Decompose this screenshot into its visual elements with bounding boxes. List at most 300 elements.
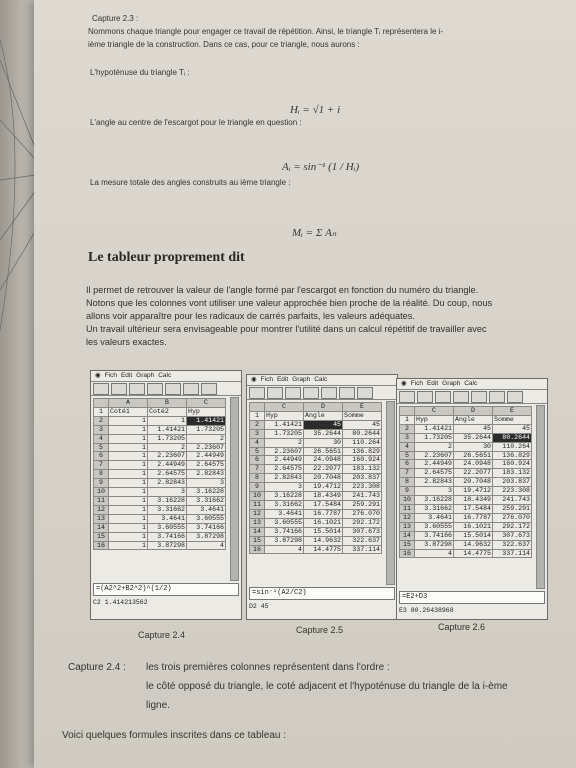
data-cell[interactable]: 1.73205: [187, 425, 226, 434]
table-row: [94, 505, 226, 514]
fill-icon[interactable]: [147, 383, 163, 395]
calc-menu-item[interactable]: Graph: [136, 372, 155, 379]
table-row: [94, 434, 226, 443]
column-header[interactable]: E: [493, 407, 532, 416]
data-cell[interactable]: 26.5651: [304, 447, 343, 456]
header-cell[interactable]: Hyp: [187, 407, 226, 416]
row-number[interactable]: 9: [250, 483, 265, 492]
data-cell[interactable]: 1: [109, 461, 148, 470]
row-number[interactable]: 16: [250, 545, 265, 554]
calc-menu-item[interactable]: Graph: [442, 380, 461, 387]
data-cell[interactable]: 3.74166: [415, 531, 454, 540]
row-number[interactable]: 1: [400, 415, 415, 424]
data-cell[interactable]: 241.743: [343, 492, 382, 501]
data-cell[interactable]: 22.2077: [304, 465, 343, 474]
data-cell[interactable]: 20.7048: [304, 474, 343, 483]
data-cell[interactable]: 24.0948: [304, 456, 343, 465]
row-number[interactable]: 2: [250, 420, 265, 429]
calc-menu-item[interactable]: Calc: [464, 380, 478, 387]
row-number[interactable]: 16: [94, 541, 109, 550]
row-number[interactable]: 4: [250, 438, 265, 447]
curve-icon[interactable]: [129, 383, 145, 395]
data-cell[interactable]: 1: [109, 514, 148, 523]
data-cell[interactable]: 3: [265, 483, 304, 492]
calc-menu-item[interactable]: Edit: [426, 380, 439, 387]
row-number[interactable]: 3: [94, 425, 109, 434]
data-cell[interactable]: 2.23607: [187, 443, 226, 452]
calc-menu-item[interactable]: Edit: [276, 376, 289, 383]
data-cell[interactable]: 45: [493, 424, 532, 433]
grid-icon[interactable]: [165, 383, 181, 395]
formula-total: Mᵢ = Σ Aₙ: [292, 227, 337, 239]
data-cell[interactable]: 2: [187, 434, 226, 443]
data-cell[interactable]: 3.87298: [265, 536, 304, 545]
row-number[interactable]: 12: [94, 505, 109, 514]
row-number[interactable]: 16: [400, 549, 415, 558]
data-cell[interactable]: 3.60555: [187, 514, 226, 523]
table-row: [400, 487, 532, 496]
data-cell[interactable]: 35.2644: [304, 429, 343, 438]
data-cell[interactable]: 1: [148, 416, 187, 425]
data-cell[interactable]: 14.4775: [454, 549, 493, 558]
data-cell[interactable]: 1.41421: [265, 420, 304, 429]
header-cell[interactable]: Hyp: [415, 415, 454, 424]
description-line-2: le côté opposé du triangle, le coté adjacent et l'hypoténuse du triangle de la i-ème: [146, 681, 508, 692]
row-number[interactable]: 5: [400, 451, 415, 460]
vertical-scrollbar[interactable]: [386, 401, 395, 585]
bold-icon[interactable]: [111, 383, 127, 395]
data-cell[interactable]: 3.4641: [265, 509, 304, 518]
sort-icon[interactable]: [183, 383, 199, 395]
row-number[interactable]: 10: [94, 488, 109, 497]
description-line-3: ligne.: [146, 700, 170, 711]
row-number[interactable]: 14: [400, 531, 415, 540]
data-cell[interactable]: 4: [265, 545, 304, 554]
data-cell[interactable]: 2.64575: [415, 469, 454, 478]
column-header[interactable]: C: [415, 407, 454, 416]
row-number[interactable]: 1: [94, 407, 109, 416]
data-cell[interactable]: 3.16228: [187, 488, 226, 497]
row-number[interactable]: 13: [94, 514, 109, 523]
calc-menu-item[interactable]: Calc: [158, 372, 172, 379]
data-cell[interactable]: 223.308: [343, 483, 382, 492]
spiral-figure-fragment: [0, 0, 38, 400]
data-cell[interactable]: 337.114: [493, 549, 532, 558]
row-number[interactable]: 14: [250, 527, 265, 536]
header-cell[interactable]: Coté2: [148, 407, 187, 416]
intro-line-2: ième triangle de la construction. Dans ce cas, pour ce triangle, nous aurons :: [88, 40, 360, 49]
table-row: [400, 540, 532, 549]
data-cell[interactable]: 14.9632: [454, 540, 493, 549]
table-row: [400, 513, 532, 522]
data-cell[interactable]: 3.74166: [148, 532, 187, 541]
data-cell[interactable]: 14.4775: [304, 545, 343, 554]
data-cell[interactable]: 20.7048: [454, 478, 493, 487]
data-cell[interactable]: 2.23607: [148, 452, 187, 461]
curve-icon[interactable]: [435, 391, 451, 403]
row-number[interactable]: 6: [400, 460, 415, 469]
row-number[interactable]: 10: [400, 496, 415, 505]
data-cell[interactable]: 45: [343, 420, 382, 429]
table-row: [400, 504, 532, 513]
header-cell[interactable]: Coté1: [109, 407, 148, 416]
table-row: [400, 442, 532, 451]
table-row: [94, 416, 226, 425]
row-number[interactable]: 2: [94, 416, 109, 425]
table-row: [250, 420, 382, 429]
sort-icon[interactable]: [489, 391, 505, 403]
data-cell[interactable]: 3: [187, 479, 226, 488]
data-cell[interactable]: 3.60555: [415, 522, 454, 531]
column-header[interactable]: D: [454, 407, 493, 416]
arrow-right-icon[interactable]: [357, 387, 373, 399]
data-cell[interactable]: 1.41421: [187, 416, 226, 425]
table-row: [250, 438, 382, 447]
data-cell[interactable]: 16.1021: [454, 522, 493, 531]
table-row: [400, 460, 532, 469]
row-number[interactable]: 3: [250, 429, 265, 438]
data-cell[interactable]: 160.924: [343, 456, 382, 465]
data-cell[interactable]: 307.673: [343, 527, 382, 536]
arrow-right-icon[interactable]: [201, 383, 217, 395]
data-cell[interactable]: 136.829: [493, 451, 532, 460]
row-number[interactable]: 8: [400, 478, 415, 487]
data-cell[interactable]: 259.291: [493, 504, 532, 513]
formula-entry-line[interactable]: =sin⁻¹(A2/C2): [249, 587, 395, 600]
calc-menu-item[interactable]: Fich: [104, 372, 117, 379]
corner-cell: [250, 403, 265, 412]
calc-close-icon[interactable]: ◉: [95, 372, 101, 379]
table-row: [250, 509, 382, 518]
data-cell[interactable]: 3.87298: [187, 532, 226, 541]
table-row: [400, 549, 532, 558]
table-row: [400, 424, 532, 433]
arrow-right-icon[interactable]: [507, 391, 523, 403]
data-cell[interactable]: 80.2644: [493, 433, 532, 442]
calculator-window-3: [396, 378, 548, 620]
data-cell[interactable]: 241.743: [493, 496, 532, 505]
data-cell[interactable]: 1.41421: [415, 424, 454, 433]
caption-2-5: Capture 2.5: [296, 625, 344, 635]
calc-menu-item[interactable]: Edit: [120, 372, 133, 379]
table-row: [400, 478, 532, 487]
data-cell[interactable]: 4: [415, 549, 454, 558]
para-line-2: Notons que les colonnes vont utiliser une valeur approchée bien proche de la réalité. Du coup, nous: [86, 298, 493, 308]
data-cell[interactable]: 2.44949: [148, 461, 187, 470]
data-cell[interactable]: 3.31662: [265, 500, 304, 509]
column-header[interactable]: B: [148, 399, 187, 408]
data-cell[interactable]: 19.4712: [304, 483, 343, 492]
data-cell[interactable]: 3.4641: [187, 505, 226, 514]
data-cell[interactable]: 1.73205: [148, 434, 187, 443]
data-cell[interactable]: 16.7787: [454, 513, 493, 522]
calc-menu-item[interactable]: Fich: [260, 376, 273, 383]
table-row: [400, 496, 532, 505]
data-cell[interactable]: 80.2644: [343, 429, 382, 438]
table-row: [94, 479, 226, 488]
data-cell[interactable]: 3.60555: [265, 518, 304, 527]
table-row: [94, 496, 226, 505]
formula-angle: Aᵢ = sin⁻¹ (1 / Hᵢ): [282, 161, 360, 173]
data-cell[interactable]: 2: [415, 442, 454, 451]
data-cell[interactable]: 3: [148, 488, 187, 497]
row-number[interactable]: 10: [250, 492, 265, 501]
table-row: [94, 514, 226, 523]
data-cell[interactable]: 19.4712: [454, 487, 493, 496]
cell-status: D2 45: [249, 603, 269, 610]
data-cell[interactable]: 1: [109, 505, 148, 514]
data-cell[interactable]: 136.829: [343, 447, 382, 456]
data-cell[interactable]: 18.4349: [304, 492, 343, 501]
row-number[interactable]: 13: [250, 518, 265, 527]
data-cell[interactable]: 16.1021: [304, 518, 343, 527]
calc-menu-bar: [397, 379, 547, 390]
data-cell[interactable]: 3.16228: [148, 496, 187, 505]
data-cell[interactable]: 203.837: [343, 474, 382, 483]
data-cell[interactable]: 3.16228: [415, 496, 454, 505]
data-cell[interactable]: 45: [304, 420, 343, 429]
row-number[interactable]: 7: [400, 469, 415, 478]
row-number[interactable]: 3: [400, 433, 415, 442]
data-cell[interactable]: 3.31662: [187, 496, 226, 505]
data-cell[interactable]: 322.637: [493, 540, 532, 549]
row-number[interactable]: 9: [94, 479, 109, 488]
calc-menu-item[interactable]: Fich: [410, 380, 423, 387]
data-cell[interactable]: 35.2644: [454, 433, 493, 442]
data-cell[interactable]: 183.132: [493, 469, 532, 478]
data-cell[interactable]: 1: [109, 496, 148, 505]
data-cell[interactable]: 1.41421: [148, 425, 187, 434]
data-cell[interactable]: 15.5014: [454, 531, 493, 540]
column-header[interactable]: D: [304, 403, 343, 412]
data-cell[interactable]: 307.673: [493, 531, 532, 540]
row-number[interactable]: 5: [250, 447, 265, 456]
row-number[interactable]: 13: [400, 522, 415, 531]
row-number[interactable]: 8: [94, 470, 109, 479]
data-cell[interactable]: 2.64575: [148, 470, 187, 479]
formula-entry-line[interactable]: =E2+D3: [399, 591, 545, 604]
data-cell[interactable]: 3.74166: [187, 523, 226, 532]
data-cell[interactable]: 2.44949: [415, 460, 454, 469]
row-number[interactable]: 11: [250, 500, 265, 509]
row-number[interactable]: 7: [94, 461, 109, 470]
data-cell[interactable]: 2: [265, 438, 304, 447]
data-cell[interactable]: 2.64575: [187, 461, 226, 470]
data-cell[interactable]: 160.924: [493, 460, 532, 469]
data-cell[interactable]: 1: [109, 479, 148, 488]
data-cell[interactable]: 3.4641: [415, 513, 454, 522]
data-cell[interactable]: 22.2077: [454, 469, 493, 478]
row-number[interactable]: 14: [94, 523, 109, 532]
row-number[interactable]: 4: [94, 434, 109, 443]
data-cell[interactable]: 1: [109, 541, 148, 550]
row-number[interactable]: 15: [250, 536, 265, 545]
corner-cell: [400, 407, 415, 416]
header-cell[interactable]: Angle: [454, 415, 493, 424]
data-cell[interactable]: 1: [109, 443, 148, 452]
data-cell[interactable]: 3.60555: [148, 523, 187, 532]
data-cell[interactable]: 3.4641: [148, 514, 187, 523]
data-cell[interactable]: 2.82843: [415, 478, 454, 487]
data-cell[interactable]: 1: [109, 434, 148, 443]
data-cell[interactable]: 14.9632: [304, 536, 343, 545]
data-cell[interactable]: 3.31662: [148, 505, 187, 514]
hypotenuse-label: L'hypoténuse du triangle Tᵢ :: [90, 68, 190, 77]
data-cell[interactable]: 2.82843: [265, 474, 304, 483]
data-cell[interactable]: 1: [109, 532, 148, 541]
table-row: [250, 536, 382, 545]
data-cell[interactable]: 1: [109, 488, 148, 497]
data-cell[interactable]: 2.44949: [187, 452, 226, 461]
header-cell[interactable]: Angle: [304, 411, 343, 420]
arrow-left-icon[interactable]: [399, 391, 415, 403]
data-cell[interactable]: 18.4349: [454, 496, 493, 505]
data-cell[interactable]: 183.132: [343, 465, 382, 474]
table-row: [94, 443, 226, 452]
table-row: [250, 500, 382, 509]
data-cell[interactable]: 203.837: [493, 478, 532, 487]
para-line-4: Un travail ultérieur sera envisageable pour montrer l'utilité dans un calcul répétitif de travailler avec: [86, 324, 487, 334]
bold-icon[interactable]: [267, 387, 283, 399]
table-row: [250, 474, 382, 483]
data-cell[interactable]: 1: [109, 416, 148, 425]
data-cell[interactable]: 17.5484: [304, 500, 343, 509]
para-line-1: Il permet de retrouver la valeur de l'angle formé par l'escargot en fonction du numéro du triangle.: [86, 285, 479, 295]
table-row: [250, 429, 382, 438]
cell-status: E3 80.26438968: [399, 607, 454, 614]
data-cell[interactable]: 322.637: [343, 536, 382, 545]
data-cell[interactable]: 2.82843: [148, 479, 187, 488]
grid-icon[interactable]: [471, 391, 487, 403]
table-row: [94, 425, 226, 434]
angle-label: L'angle au centre de l'escargot pour le triangle en question :: [90, 118, 302, 127]
row-number[interactable]: 7: [250, 465, 265, 474]
row-number[interactable]: 8: [250, 474, 265, 483]
data-cell[interactable]: 2.82843: [187, 470, 226, 479]
data-cell[interactable]: 3.16228: [265, 492, 304, 501]
data-cell[interactable]: 1.73205: [415, 433, 454, 442]
vertical-scrollbar[interactable]: [536, 405, 545, 589]
calc-menu-item[interactable]: Calc: [314, 376, 328, 383]
column-header[interactable]: C: [265, 403, 304, 412]
row-number[interactable]: 2: [400, 424, 415, 433]
vertical-scrollbar[interactable]: [230, 397, 239, 581]
header-cell[interactable]: Somme: [493, 415, 532, 424]
curve-icon[interactable]: [285, 387, 301, 399]
arrow-left-icon[interactable]: [93, 383, 109, 395]
row-number[interactable]: 12: [400, 513, 415, 522]
intro-line-1: Nommons chaque triangle pour engager ce travail de répétition. Ainsi, le triangle Tᵢ représentera le i-: [88, 27, 444, 36]
data-cell[interactable]: 223.308: [493, 487, 532, 496]
column-header[interactable]: A: [109, 399, 148, 408]
row-number[interactable]: 4: [400, 442, 415, 451]
calculator-window-1: [90, 370, 242, 620]
calc-menu-item[interactable]: Graph: [292, 376, 311, 383]
row-number[interactable]: 11: [400, 504, 415, 513]
sort-icon[interactable]: [339, 387, 355, 399]
arrow-left-icon[interactable]: [249, 387, 265, 399]
data-cell[interactable]: 2.64575: [265, 465, 304, 474]
data-cell[interactable]: 1: [109, 523, 148, 532]
formula-entry-line[interactable]: =(A2^2+B2^2)^(1/2): [93, 583, 239, 596]
grid-icon[interactable]: [321, 387, 337, 399]
data-cell[interactable]: 1: [109, 470, 148, 479]
row-number[interactable]: 15: [400, 540, 415, 549]
data-cell[interactable]: 337.114: [343, 545, 382, 554]
data-cell[interactable]: 26.5651: [454, 451, 493, 460]
header-cell[interactable]: Somme: [343, 411, 382, 420]
data-cell[interactable]: 15.5014: [304, 527, 343, 536]
data-cell[interactable]: 2.23607: [265, 447, 304, 456]
data-cell[interactable]: 3.74166: [265, 527, 304, 536]
data-cell[interactable]: 3.87298: [148, 541, 187, 550]
data-cell[interactable]: 1.73205: [265, 429, 304, 438]
table-row: [94, 532, 226, 541]
data-cell[interactable]: 2.44949: [265, 456, 304, 465]
data-cell[interactable]: 16.7787: [304, 509, 343, 518]
calc-close-icon[interactable]: ◉: [401, 380, 407, 387]
row-number[interactable]: 12: [250, 509, 265, 518]
calc-toolbar: [247, 386, 397, 400]
column-header[interactable]: E: [343, 403, 382, 412]
data-cell[interactable]: 3.87298: [415, 540, 454, 549]
row-number[interactable]: 6: [250, 456, 265, 465]
header-cell[interactable]: Hyp: [265, 411, 304, 420]
table-row: [400, 531, 532, 540]
data-cell[interactable]: 30: [454, 442, 493, 451]
data-cell[interactable]: 45: [454, 424, 493, 433]
document-page: [34, 0, 576, 768]
row-number[interactable]: 11: [94, 496, 109, 505]
description-line-1: les trois premières colonnes représentent dans l'ordre :: [146, 662, 390, 673]
data-cell[interactable]: 292.172: [493, 522, 532, 531]
column-header[interactable]: C: [187, 399, 226, 408]
data-cell[interactable]: 2: [148, 443, 187, 452]
row-number[interactable]: 5: [94, 443, 109, 452]
calc-close-icon[interactable]: ◉: [251, 376, 257, 383]
data-cell[interactable]: 1: [109, 452, 148, 461]
spreadsheet-grid: [399, 406, 532, 558]
row-number[interactable]: 6: [94, 452, 109, 461]
table-row: [250, 545, 382, 554]
section-heading: Le tableur proprement dit: [88, 250, 245, 265]
formula-hypotenuse: Hᵢ = √1 + i: [290, 104, 341, 116]
row-number[interactable]: 1: [250, 411, 265, 420]
data-cell[interactable]: 276.070: [493, 513, 532, 522]
data-cell[interactable]: 276.070: [343, 509, 382, 518]
fill-icon[interactable]: [453, 391, 469, 403]
row-number[interactable]: 9: [400, 487, 415, 496]
data-cell[interactable]: 3: [415, 487, 454, 496]
data-cell[interactable]: 292.172: [343, 518, 382, 527]
data-cell[interactable]: 110.264: [493, 442, 532, 451]
data-cell[interactable]: 110.264: [343, 438, 382, 447]
table-row: [94, 488, 226, 497]
row-number[interactable]: 15: [94, 532, 109, 541]
data-cell[interactable]: 17.5484: [454, 504, 493, 513]
fill-icon[interactable]: [303, 387, 319, 399]
data-cell[interactable]: 30: [304, 438, 343, 447]
bold-icon[interactable]: [417, 391, 433, 403]
data-cell[interactable]: 24.0948: [454, 460, 493, 469]
data-cell[interactable]: 4: [187, 541, 226, 550]
data-cell[interactable]: 259.291: [343, 500, 382, 509]
data-cell[interactable]: 3.31662: [415, 504, 454, 513]
data-cell[interactable]: 1: [109, 425, 148, 434]
table-row: [94, 541, 226, 550]
table-row: [250, 456, 382, 465]
data-cell[interactable]: 2.23607: [415, 451, 454, 460]
